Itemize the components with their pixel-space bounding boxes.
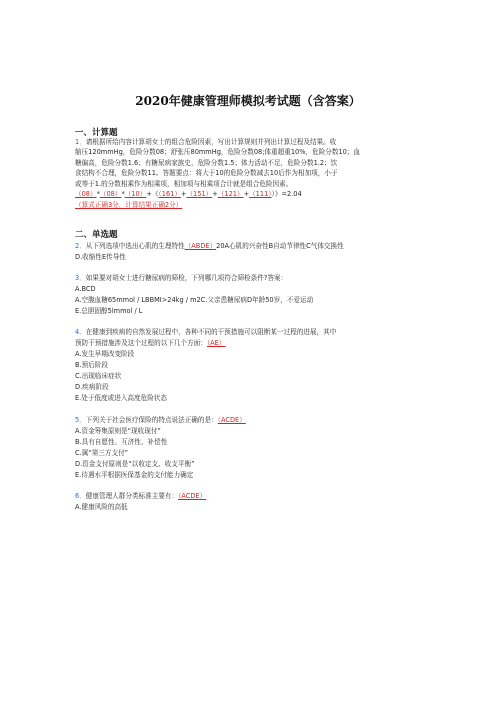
question-number: 4． — [75, 328, 86, 336]
formula-term: （08） — [99, 190, 122, 198]
answer-label: （AE） — [206, 339, 226, 347]
question-line: 食结构不合理，危险分数11。答题要点：将大于10的危险分数减去10后作为相加项，小于 — [75, 169, 338, 177]
option-item: D.资金支付原则是“以收定支、收支平衡” — [75, 460, 195, 468]
option-item: C.属“第三方支付” — [75, 449, 129, 457]
answer-label: （ACDE） — [217, 416, 246, 424]
option-item: A.健康风险的高低 — [75, 503, 128, 511]
formula-term: （121） — [217, 190, 244, 198]
formula-operator: + — [243, 190, 250, 198]
option-item: E.处于低度或进入高度危险状态 — [75, 394, 167, 402]
formula-operator: + — [212, 190, 218, 198]
question-number: 5． — [75, 416, 86, 424]
option-item: A.发生早期改变阶段 — [75, 350, 135, 358]
formula-term: （10） — [124, 190, 147, 198]
question-line: 3．如果要对胡女士进行糖尿病的筛检，下列哪几项符合筛检条件?答案： — [75, 274, 288, 282]
option-item: B.预后阶段 — [75, 361, 108, 369]
page-title: 2020年健康管理师模拟考试题（含答案） — [135, 94, 361, 108]
option-item: E.待遇水平根据医保基金的支付能力确定 — [75, 471, 194, 479]
formula-term: （161） — [158, 190, 181, 198]
formula-term: （08） — [75, 190, 97, 198]
question-number: 3． — [75, 274, 86, 282]
scoring-note: （算式正确3分，计算结果正确2分） — [75, 201, 183, 209]
question-line: 2．从下列选项中选出心肌的生理特性（ABDE）20A心肌的兴奋性B自动节律性C气体交换性 — [75, 242, 344, 250]
question-number: 1． — [75, 138, 86, 146]
formula-operator: * — [96, 190, 100, 198]
option-item: C.出现临床症状 — [75, 372, 122, 380]
question-line: 4．在健康到疾病的自然发展过程中，各种不同的干预措施可以阻断某一过程的进展，其中 — [75, 328, 337, 336]
option-item: A.资金筹集原则是“现收现付” — [75, 427, 161, 435]
question-line: 1．请根据所给内容计算胡女士的组合危险因素，写出计算规则并列出计算过程及结果。收 — [75, 138, 337, 146]
option-item: E.总胆固醇5lmmol / L — [75, 307, 143, 315]
answer-formula — [75, 190, 302, 199]
section-heading-calculation: 一、计算题 — [75, 128, 118, 138]
section-heading-single-choice: 二、单选题 — [75, 230, 118, 240]
option-item: A.空腹血糖65mmol / LBBMI>24kg / m2C.父亲患糖尿病D年龄50岁，不爱运动 — [75, 296, 314, 304]
formula-term: （111） — [249, 190, 272, 198]
option-item: D.疾病阶段 — [75, 383, 109, 391]
option-item: B.具有自愿性、互济性、补偿性 — [75, 438, 168, 446]
formula-operator: * — [121, 190, 125, 198]
question-line: 缩压120mmHg，危险分数08；舒张压80mmHg，危险分数08;体重超重10%，危险分数10；血 — [75, 148, 361, 156]
answer-label: （ACDE） — [178, 492, 207, 500]
question-number: 2． — [75, 242, 86, 250]
question-line: 或等于1.的分数相乘作为相乘项，相加项与相乘项合计就是组合危险因素。 — [75, 180, 293, 188]
option-item: D.收缩性E传导性 — [75, 253, 126, 261]
question-line: 糖偏高，危险分数1.6；有糖尿病家族史，危险分数1.5；体力活动不足，危险分数1.2；饮 — [75, 159, 338, 167]
question-number: 6． — [75, 492, 86, 500]
question-line: 预防干预措施涉及这个过程的以下几个方面：（AE） — [75, 339, 226, 347]
formula-operator: +《 — [146, 190, 159, 198]
answer-label: （ABDE） — [184, 242, 217, 250]
question-line: 5．下列关于社会医疗保险的特点说法正确的是：（ACDE） — [75, 416, 246, 424]
formula-result: ）》=2.04 — [271, 190, 302, 198]
formula-operator: + — [180, 190, 187, 198]
formula-term: （151） — [186, 190, 213, 198]
question-line: 6．健康管理人群分类标准主要有：（ACDE） — [75, 492, 207, 500]
option-item: A.BCD — [75, 285, 96, 293]
